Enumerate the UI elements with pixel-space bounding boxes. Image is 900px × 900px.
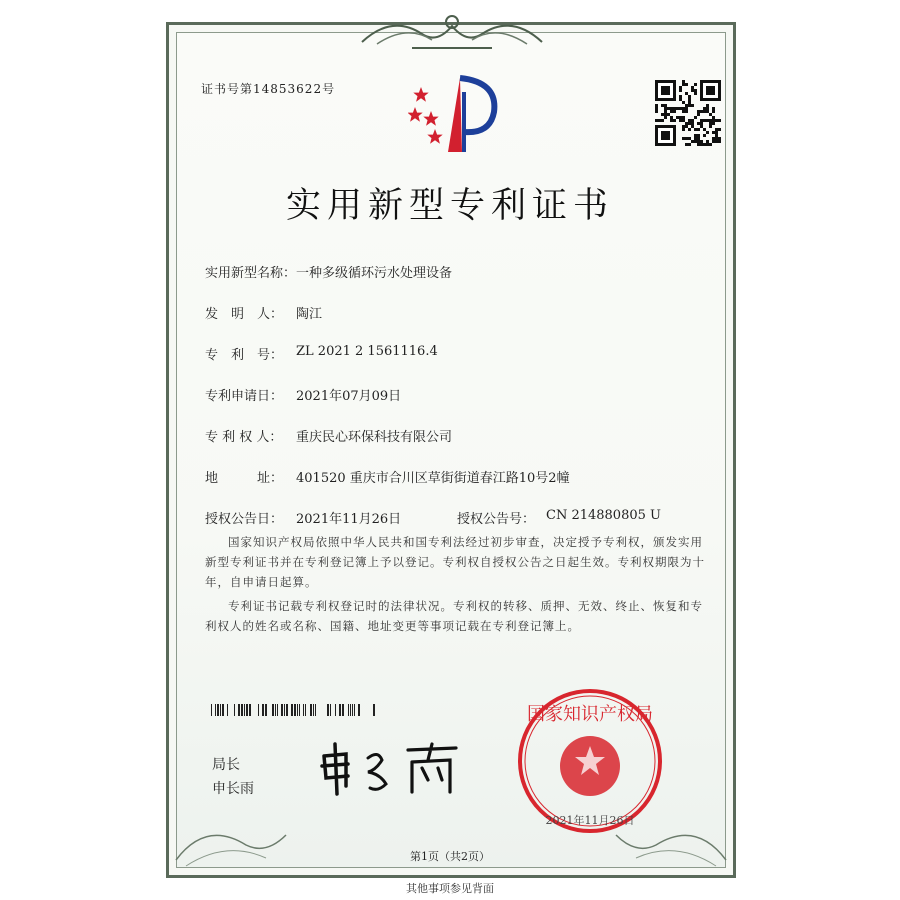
utility-model-name-value: 一种多级循环污水处理设备 <box>296 266 453 281</box>
patent-number-label: 专 利 号： <box>205 348 284 363</box>
footer-note: 其他事项参见背面 <box>406 882 494 895</box>
cnipa-logo-icon <box>408 72 498 156</box>
qr-code <box>655 80 721 146</box>
svg-text:2021年11月26日: 2021年11月26日 <box>545 814 635 827</box>
inventor-value: 陶江 <box>296 307 323 322</box>
director-name: 申长雨 <box>212 781 254 797</box>
grant-date-value: 2021年11月26日 <box>296 512 402 527</box>
inventor-label: 发 明 人： <box>205 307 284 322</box>
grant-number-value: CN 214880805 U <box>546 508 661 523</box>
address-label: 地 址： <box>205 471 284 486</box>
grant-number-label: 授权公告号： <box>457 512 536 527</box>
filing-date-label: 专利申请日： <box>205 389 284 404</box>
official-seal <box>515 686 665 836</box>
patentee-value: 重庆民心环保科技有限公司 <box>296 430 453 445</box>
director-title: 局长 <box>212 757 240 773</box>
top-ornament <box>352 4 552 54</box>
legal-status-paragraph: 专利证书记载专利权登记时的法律状况。专利权的转移、质押、无效、终止、恢复和专利权人的姓名或名称、国籍、地址变更等事项记载在专利登记簿上。 <box>205 599 703 633</box>
filing-date-value: 2021年07月09日 <box>296 389 402 404</box>
certificate-number: 证书号第14853622号 <box>201 82 336 96</box>
svg-text:国家知识产权局: 国家知识产权局 <box>527 704 653 725</box>
patentee-label: 专 利 权 人： <box>205 430 283 445</box>
certificate-title: 实用新型专利证书 <box>285 186 614 226</box>
grant-statement-paragraph: 国家知识产权局依照中华人民共和国专利法经过初步审查，决定授予专利权，颁发实用新型专利证书并在专利登记簿上予以登记。专利权自授权公告之日起生效。专利权期限为十年，自申请日起算。 <box>205 535 705 589</box>
barcode <box>208 704 378 716</box>
address-value: 401520 重庆市合川区草街街道春江路10号2幢 <box>296 471 570 486</box>
grant-date-label: 授权公告日： <box>205 512 284 527</box>
patent-number-value: ZL 2021 2 1561116.4 <box>296 344 438 359</box>
director-signature <box>316 740 466 796</box>
page-number: 第1页（共2页） <box>410 850 490 863</box>
utility-model-name-label: 实用新型名称： <box>205 266 297 281</box>
